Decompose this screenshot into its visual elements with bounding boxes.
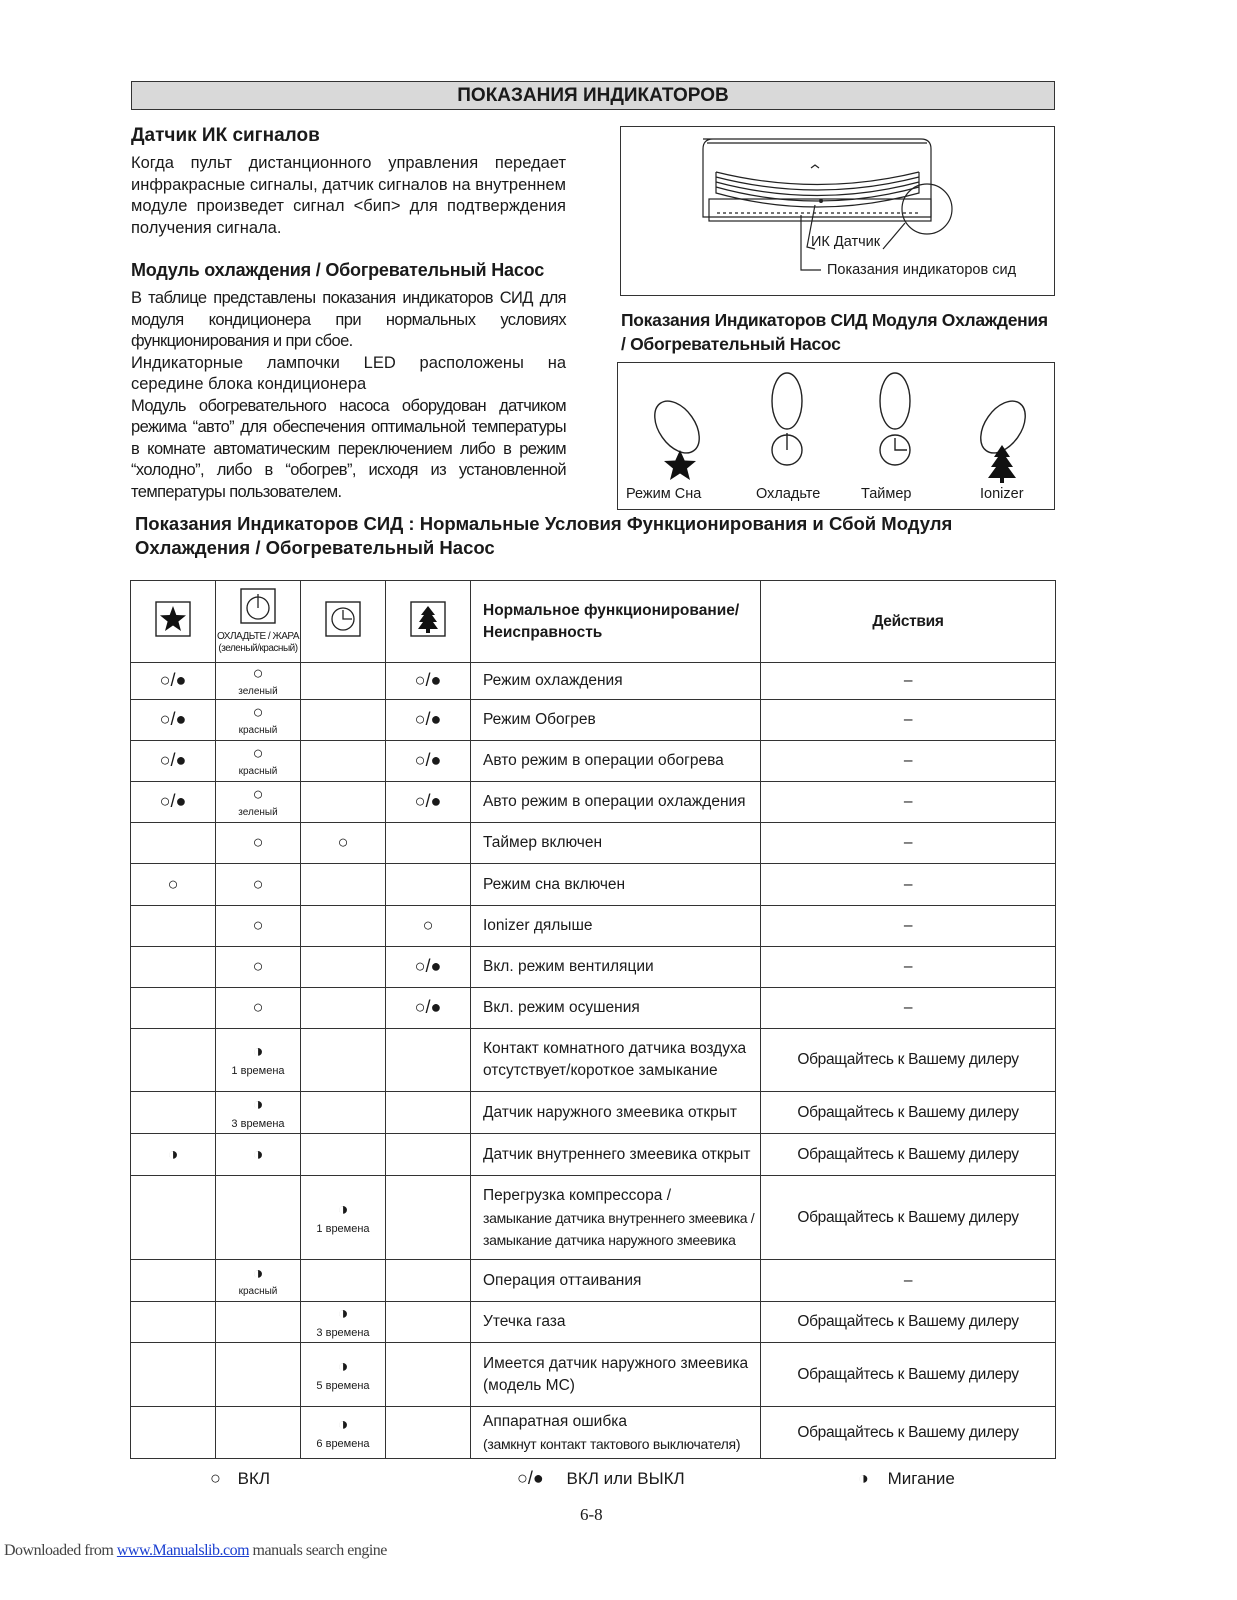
sleep-led-cell-symbol: ○/●: [159, 709, 187, 729]
power-led-cell: [216, 906, 301, 947]
row-description: [471, 1407, 761, 1459]
timer-led-cell: [301, 1302, 386, 1343]
row-description: [471, 782, 761, 823]
timer-icon: [325, 601, 361, 637]
row-description-text: Авто режим в операции обогрева: [483, 752, 724, 769]
ionizer-led-cell-symbol: ○: [422, 915, 434, 935]
sleep-led-cell: [131, 1343, 216, 1407]
table-row: [131, 1134, 1056, 1176]
power-led-cell: [216, 1134, 301, 1176]
row-description: [471, 1029, 761, 1092]
power-led-cell-note: 3 времена: [231, 1117, 285, 1130]
row-action: –: [761, 864, 1056, 906]
power-led-cell: [216, 1302, 301, 1343]
timer-led-cell: [301, 1134, 386, 1176]
sleep-led-cell: [131, 823, 216, 864]
led-figure-caption-line2: / Обогревательный Насос: [621, 334, 841, 354]
row-description-text: Контакт комнатного датчика воздуха отсутствует/короткое замыкание: [483, 1040, 747, 1079]
module-text: [131, 288, 566, 503]
row-description: [471, 1260, 761, 1302]
ionizer-led-cell: [386, 1134, 471, 1176]
power-led-cell-note: красный: [238, 1285, 278, 1297]
power-led-cell-symbol: ◑: [252, 1041, 264, 1061]
row-description: [471, 947, 761, 988]
ir-sensor-heading: Датчик ИК сигналов: [131, 125, 320, 146]
legend-blink-label: Мигание: [887, 1469, 955, 1488]
power-led-cell: [216, 988, 301, 1029]
row-description-text: Режим сна включен: [483, 875, 626, 893]
ionizer-led-cell: [386, 1260, 471, 1302]
ionizer-led-cell: [386, 823, 471, 864]
ionizer-led-cell: [386, 906, 471, 947]
cool-label: Охладьте: [756, 486, 821, 502]
timer-label: Таймер: [861, 486, 912, 502]
power-column-label: ОХЛАДЬТЕ / ЖАРА: [216, 631, 300, 642]
power-led-cell: [216, 1092, 301, 1134]
ionizer-led-cell: [386, 988, 471, 1029]
header-timer-cell: [301, 581, 386, 663]
sleep-led-cell-symbol: ○/●: [159, 791, 187, 811]
row-description: [471, 741, 761, 782]
power-led-cell-symbol: ○: [252, 702, 264, 722]
power-led-cell-symbol: ○: [252, 784, 264, 804]
power-led-cell-note: 1 времена: [231, 1065, 285, 1077]
legend-on: [210, 1469, 270, 1489]
row-description-extra: замыкание датчика внутреннего змеевика /: [483, 1209, 755, 1226]
row-action: –: [761, 782, 1056, 823]
ionizer-led-cell: [386, 947, 471, 988]
row-description-text: Датчик внутреннего змеевика открыт: [483, 1145, 751, 1163]
timer-led-cell: [301, 823, 386, 864]
timer-led-cell: [301, 988, 386, 1029]
ionizer-led-cell: [386, 1176, 471, 1260]
header-description: Нормальное функционирование/ Неисправность: [471, 581, 761, 663]
legend-on-symbol: ○: [210, 1468, 221, 1488]
ionizer-led-cell: [386, 741, 471, 782]
power-led-cell-symbol: ○: [252, 956, 264, 976]
table-row: [131, 906, 1056, 947]
row-description-text: Аппаратная ошибка: [483, 1412, 627, 1430]
ionizer-led-cell: [386, 1029, 471, 1092]
table-row: [131, 663, 1056, 700]
power-led-cell-symbol: ○: [252, 832, 264, 852]
timer-led-cell-symbol: ○: [337, 832, 349, 852]
power-led-cell-symbol: ○: [252, 997, 264, 1017]
sleep-led-cell: [131, 1260, 216, 1302]
led-figure-caption: [621, 308, 1061, 356]
timer-led-cell-note: 1 времена: [316, 1222, 370, 1235]
timer-led-cell-symbol: ◑: [337, 1198, 349, 1219]
sleep-led-cell-symbol: ◑: [167, 1143, 179, 1164]
ionizer-tree-icon: [410, 601, 446, 637]
power-led-cell: [216, 1260, 301, 1302]
timer-led-cell-note: 5 времена: [316, 1379, 370, 1392]
row-description: [471, 700, 761, 741]
row-description-text: Вкл. режим осушения: [483, 999, 640, 1016]
header-sleep-cell: [131, 581, 216, 663]
power-led-cell-note: зеленый: [238, 807, 278, 818]
ionizer-led-cell: [386, 663, 471, 700]
table-row: [131, 1176, 1056, 1260]
download-footer: [4, 1542, 387, 1560]
timer-led-cell-note: 3 времена: [316, 1327, 370, 1339]
table-heading-line2: Охлаждения / Обогревательный Насос: [135, 537, 495, 558]
row-description-text: Операция оттаивания: [483, 1271, 642, 1289]
table-row: [131, 1260, 1056, 1302]
sleep-led-cell: [131, 1302, 216, 1343]
ionizer-led-cell-symbol: ○/●: [414, 670, 442, 690]
ir-sensor-label: ИК Датчик: [811, 234, 881, 250]
sleep-mode-label: Режим Сна: [626, 486, 702, 502]
table-row: [131, 741, 1056, 782]
row-description: [471, 864, 761, 906]
legend-on-off: [517, 1469, 685, 1489]
power-led-cell: [216, 1029, 301, 1092]
power-led-cell: [216, 1343, 301, 1407]
table-row: [131, 988, 1056, 1029]
legend-on-label: ВКЛ: [237, 1469, 271, 1488]
row-description: [471, 663, 761, 700]
sleep-star-icon: [155, 601, 191, 637]
row-action: Обращайтесь к Вашему дилеру: [761, 1302, 1056, 1343]
power-led-cell-symbol: ○: [252, 663, 264, 683]
table-row: [131, 1092, 1056, 1134]
power-icon: [240, 588, 276, 624]
power-column-sublabel: (зеленый/красный): [218, 643, 298, 654]
row-description-text: Режим охлаждения: [483, 672, 623, 689]
legend-on-off-label: ВКЛ или ВЫКЛ: [566, 1469, 685, 1488]
row-description: [471, 1343, 761, 1407]
row-description-extra: (замкнут контакт тактового выключателя): [483, 1435, 741, 1452]
table-row: [131, 947, 1056, 988]
indoor-unit-figure: [620, 126, 1055, 296]
power-led-cell: [216, 663, 301, 700]
ionizer-led-cell: [386, 1407, 471, 1459]
row-action: Обращайтесь к Вашему дилеру: [761, 1029, 1056, 1092]
row-action: Обращайтесь к Вашему дилеру: [761, 1343, 1056, 1407]
table-row: [131, 1407, 1056, 1459]
legend-blink: [858, 1469, 955, 1489]
module-paragraph-2: Индикаторные лампочки LED расположены на середине блока кондиционера: [131, 353, 566, 393]
row-action: Обращайтесь к Вашему дилеру: [761, 1176, 1056, 1260]
sleep-led-cell: [131, 988, 216, 1029]
power-led-cell-symbol: ◑: [252, 1262, 264, 1283]
power-led-cell: [216, 741, 301, 782]
manualslib-link[interactable]: www.Manualslib.com: [116, 1542, 250, 1559]
power-led-cell-symbol: ○: [252, 873, 264, 894]
table-row: [131, 700, 1056, 741]
footer-suffix: manuals search engine: [249, 1542, 387, 1559]
module-paragraph-3: Модуль обогревательного насоса оборудован датчиком режима “авто” для обеспечения оптимальной температуры в комнате автоматическим переключением либо в режим “холодно”, либо в “обогрев”, исходя из установленной температуры пользователем.: [131, 396, 566, 501]
sleep-led-cell: [131, 1092, 216, 1134]
power-led-cell: [216, 1407, 301, 1459]
module-paragraph-1: В таблице представлены показания индикаторов СИД для модуля кондиционера при нормальных условиях функционирования и при сбое.: [131, 289, 566, 350]
row-action: –: [761, 700, 1056, 741]
row-action: Обращайтесь к Вашему дилеру: [761, 1134, 1056, 1176]
header-action: Действия: [761, 581, 1056, 663]
table-heading-line1: Показания Индикаторов СИД : Нормальные Условия Функционирования и Сбой Модуля: [135, 513, 953, 534]
row-description: [471, 1092, 761, 1134]
timer-led-cell: [301, 1029, 386, 1092]
power-led-cell-note: зеленый: [238, 686, 278, 697]
led-status-table: [130, 580, 1056, 1459]
legend-on-off-symbol: ○/●: [517, 1468, 544, 1488]
timer-led-cell: [301, 1343, 386, 1407]
ionizer-led-cell-symbol: ○/●: [414, 709, 442, 729]
row-action: –: [761, 823, 1056, 864]
table-row: [131, 1302, 1056, 1343]
timer-led-cell: [301, 1092, 386, 1134]
ionizer-label: Ionizer: [980, 486, 1024, 502]
row-description-text: Перегрузка компрессора /: [483, 1186, 672, 1204]
power-led-cell: [216, 823, 301, 864]
sleep-led-cell: [131, 906, 216, 947]
sleep-led-cell: [131, 782, 216, 823]
led-indicator-label: Показания индикаторов сид: [827, 262, 1017, 278]
row-action: –: [761, 663, 1056, 700]
sleep-led-cell: [131, 1176, 216, 1260]
row-description-text: Авто режим в операции охлаждения: [483, 793, 746, 810]
sleep-led-cell: [131, 947, 216, 988]
ionizer-led-cell: [386, 1302, 471, 1343]
module-heading: Модуль охлаждения / Обогревательный Насос: [131, 260, 544, 280]
row-description-text: Утечка газа: [483, 1313, 566, 1330]
row-description: [471, 1134, 761, 1176]
footer-prefix: Downloaded from: [4, 1542, 117, 1559]
timer-led-cell: [301, 1260, 386, 1302]
table-row: [131, 1029, 1056, 1092]
led-figure-caption-line1: Показания Индикаторов СИД Модуля Охлаждения: [621, 310, 1048, 330]
ionizer-led-cell-symbol: ○/●: [414, 750, 442, 770]
sleep-led-cell-symbol: ○/●: [159, 750, 187, 770]
sleep-led-cell: [131, 864, 216, 906]
row-action: –: [761, 947, 1056, 988]
row-action: –: [761, 906, 1056, 947]
row-description-text: Датчик наружного змеевика открыт: [483, 1103, 738, 1121]
table-row: [131, 1343, 1056, 1407]
ionizer-led-cell: [386, 782, 471, 823]
ionizer-led-cell-symbol: ○/●: [414, 956, 442, 976]
page-number: 6-8: [580, 1505, 603, 1524]
sleep-led-cell-symbol: ○/●: [159, 670, 187, 690]
ionizer-led-cell: [386, 1343, 471, 1407]
row-action: Обращайтесь к Вашему дилеру: [761, 1407, 1056, 1459]
timer-led-cell-symbol: ◑: [337, 1303, 349, 1323]
row-description-text: Ionizer дялыше: [483, 917, 593, 934]
sleep-led-cell: [131, 1134, 216, 1176]
timer-led-cell: [301, 782, 386, 823]
legend-blink-symbol: ◑: [858, 1468, 869, 1488]
sleep-led-cell: [131, 1029, 216, 1092]
row-description-text: Режим Обогрев: [483, 711, 596, 728]
row-description-text: Вкл. режим вентиляции: [483, 958, 654, 975]
power-led-cell: [216, 864, 301, 906]
row-description: [471, 823, 761, 864]
table-heading: [135, 512, 1065, 560]
led-indicators-figure: [617, 362, 1055, 510]
ionizer-led-cell-symbol: ○/●: [414, 791, 442, 811]
header-power-cell: [216, 581, 301, 663]
row-description: [471, 988, 761, 1029]
sleep-led-cell-symbol: ○: [167, 873, 179, 894]
ionizer-led-cell: [386, 700, 471, 741]
row-action: Обращайтесь к Вашему дилеру: [761, 1092, 1056, 1134]
table-row: [131, 782, 1056, 823]
ionizer-led-cell: [386, 864, 471, 906]
timer-led-cell: [301, 700, 386, 741]
table-header-row: [131, 581, 1056, 663]
row-description-extra: замыкание датчика наружного змеевика: [483, 1231, 736, 1248]
power-led-cell: [216, 1176, 301, 1260]
row-action: –: [761, 988, 1056, 1029]
header-ionizer-cell: [386, 581, 471, 663]
row-description-text: Таймер включен: [483, 834, 603, 851]
power-led-cell: [216, 782, 301, 823]
power-led-cell-symbol: ◑: [252, 1143, 264, 1164]
timer-led-cell: [301, 1407, 386, 1459]
row-description: [471, 906, 761, 947]
sleep-led-cell: [131, 663, 216, 700]
row-action: –: [761, 741, 1056, 782]
timer-led-cell-note: 6 времена: [316, 1437, 370, 1450]
timer-led-cell-symbol: ◑: [337, 1355, 349, 1376]
row-description-text: Имеется датчик наружного змеевика (модель МС): [483, 1354, 749, 1394]
power-led-cell-symbol: ○: [252, 743, 264, 763]
row-description: [471, 1176, 761, 1260]
power-led-cell-note: красный: [238, 766, 278, 777]
sleep-led-cell: [131, 1407, 216, 1459]
timer-led-cell: [301, 663, 386, 700]
timer-led-cell: [301, 1176, 386, 1260]
ionizer-led-cell: [386, 1092, 471, 1134]
table-row: [131, 823, 1056, 864]
timer-led-cell: [301, 947, 386, 988]
table-row: [131, 864, 1056, 906]
power-led-cell-note: красный: [238, 725, 278, 736]
power-led-cell: [216, 700, 301, 741]
timer-led-cell: [301, 864, 386, 906]
timer-led-cell: [301, 906, 386, 947]
ir-sensor-text: Когда пульт дистанционного управления передает инфракрасные сигналы, датчик сигналов на внутреннем модуле произведет сигнал <бип> для подтверждения получения сигнала.: [131, 154, 566, 237]
power-led-cell: [216, 947, 301, 988]
timer-led-cell: [301, 741, 386, 782]
timer-led-cell-symbol: ◑: [337, 1413, 349, 1434]
row-description: [471, 1302, 761, 1343]
sleep-led-cell: [131, 741, 216, 782]
ionizer-led-cell-symbol: ○/●: [414, 997, 442, 1017]
power-led-cell-symbol: ○: [252, 915, 264, 935]
power-led-cell-symbol: ◑: [252, 1093, 264, 1114]
row-action: –: [761, 1260, 1056, 1302]
page-title: ПОКАЗАНИЯ ИНДИКАТОРОВ: [131, 81, 1055, 110]
sleep-led-cell: [131, 700, 216, 741]
